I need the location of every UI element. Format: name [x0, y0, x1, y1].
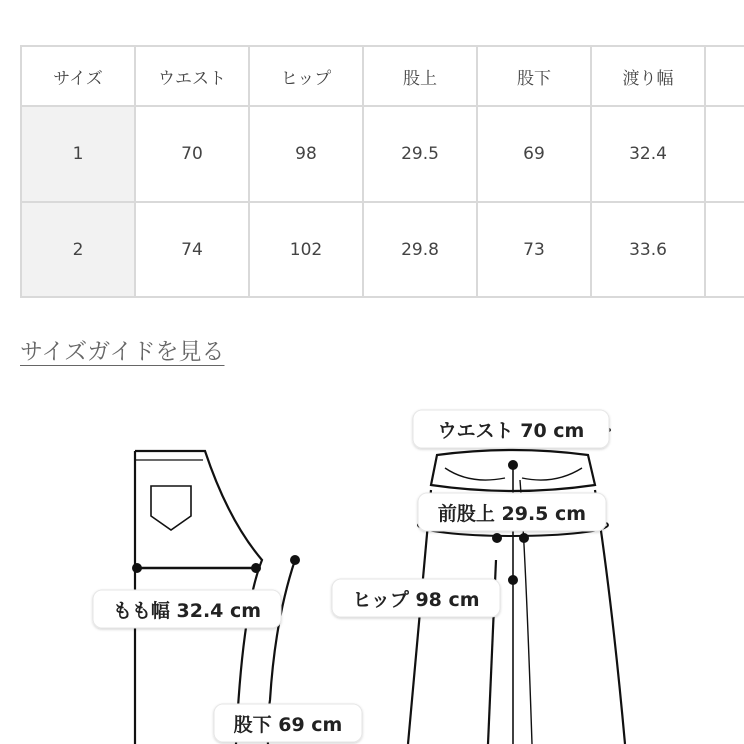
header-inseam: 股下	[477, 46, 591, 106]
back-pocket	[151, 486, 191, 530]
row-size-cell: 1	[21, 106, 135, 202]
size-guide-link[interactable]: サイズガイドを見る	[20, 339, 225, 365]
svg-text:前股上 29.5 cm: 前股上 29.5 cm	[437, 503, 587, 525]
table-row	[21, 202, 744, 297]
table-cell: 70	[135, 106, 249, 202]
measurement-diagram	[0, 390, 744, 744]
table-cell: 74	[135, 202, 249, 297]
svg-text:もも幅 32.4 cm: もも幅 32.4 cm	[112, 600, 262, 622]
table-row	[21, 106, 744, 202]
header-size: サイズ	[21, 46, 135, 106]
table-cell: 29.8	[363, 202, 477, 297]
header-thigh-width: 渡り幅	[591, 46, 705, 106]
table-cell: 69	[477, 106, 591, 202]
label-waist	[413, 410, 609, 448]
header-rise: 股上	[363, 46, 477, 106]
table-cell: 102	[249, 202, 363, 297]
header-hip: ヒップ	[249, 46, 363, 106]
svg-text:股下 69 cm: 股下 69 cm	[233, 714, 343, 736]
header-waist: ウエスト	[135, 46, 249, 106]
table-cell	[705, 106, 744, 202]
row-size-cell: 2	[21, 202, 135, 297]
header-cutoff	[705, 46, 744, 106]
label-front-rise	[418, 493, 606, 531]
table-cell: 32.4	[591, 106, 705, 202]
label-thigh-width	[93, 590, 281, 628]
size-table	[20, 45, 744, 298]
label-inseam	[214, 704, 362, 742]
table-header-row	[21, 46, 744, 106]
table-cell: 29.5	[363, 106, 477, 202]
label-hip	[332, 579, 500, 617]
thigh-measure-line	[132, 555, 300, 573]
svg-text:ウエスト 70 cm: ウエスト 70 cm	[437, 420, 585, 442]
table-cell: 33.6	[591, 202, 705, 297]
table-cell: 73	[477, 202, 591, 297]
table-cell	[705, 202, 744, 297]
table-cell: 98	[249, 106, 363, 202]
svg-text:ヒップ 98 cm: ヒップ 98 cm	[352, 589, 480, 611]
